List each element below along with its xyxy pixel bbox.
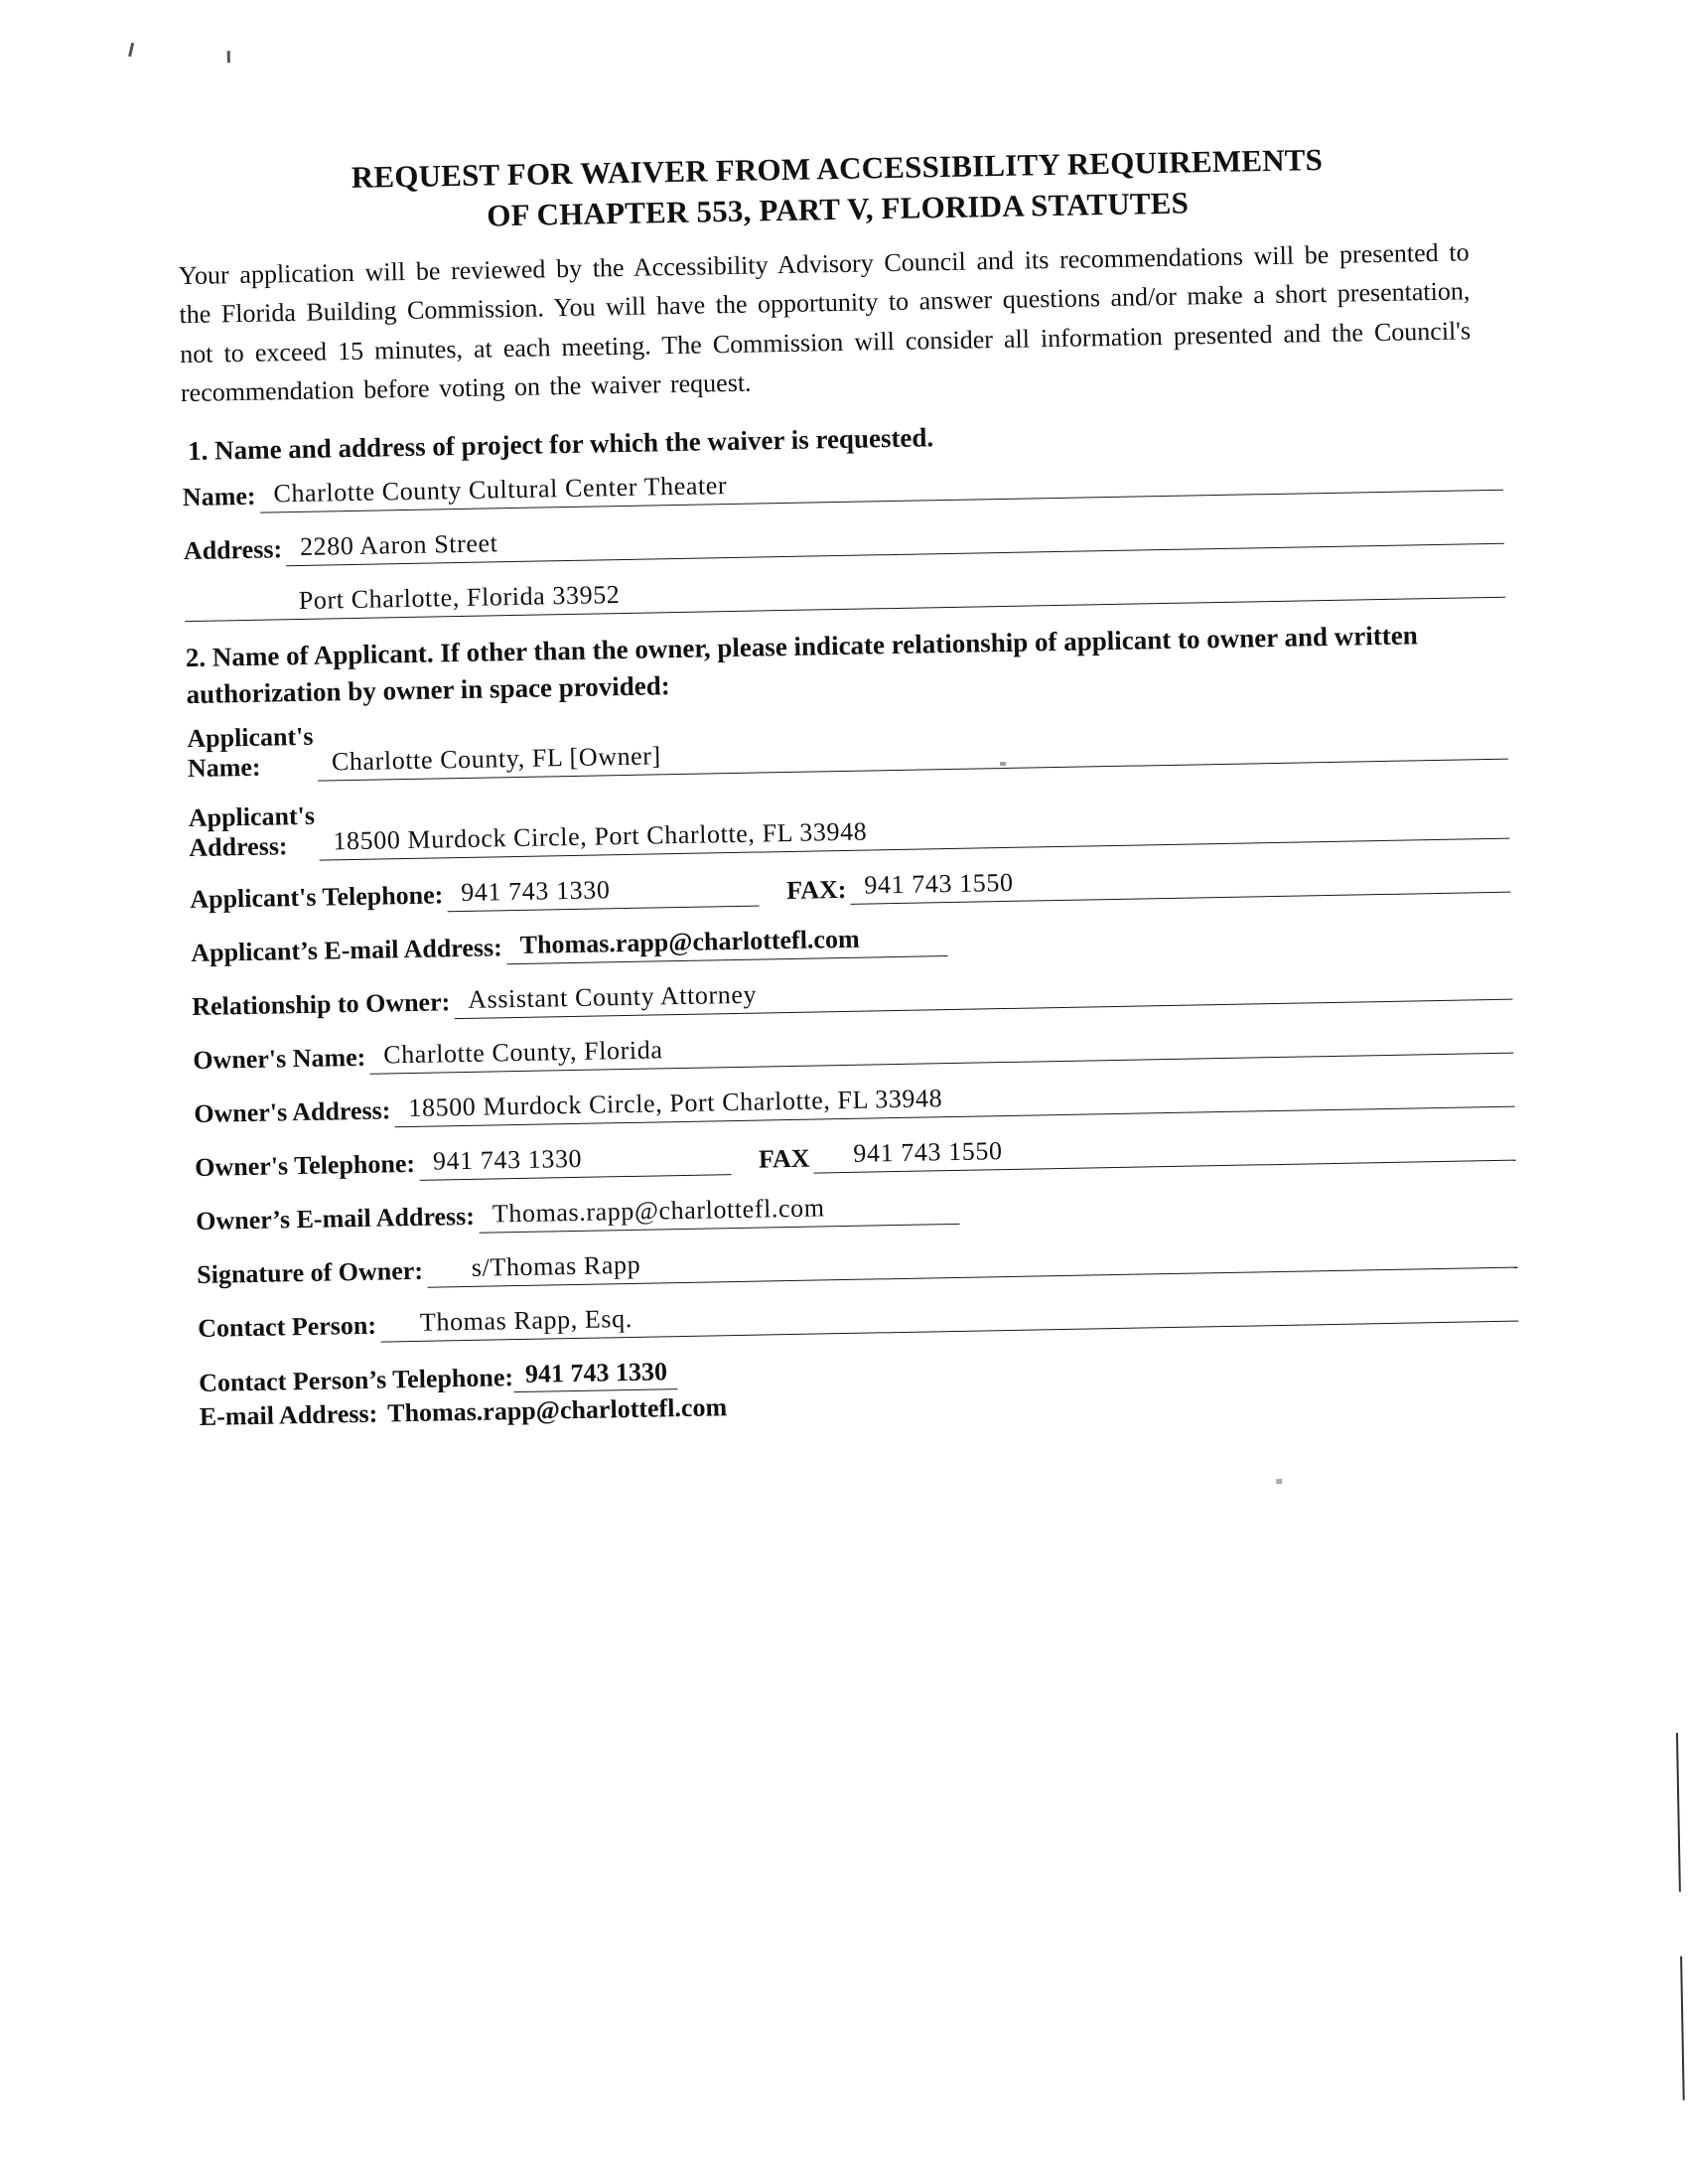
applicant-email-trailing-space [947,946,1511,955]
contact-person-field [198,1287,1518,1345]
applicant-fax-label: FAX: [786,874,847,905]
contact-person-label: Contact Person: [197,1311,377,1344]
section-2-heading: 2. Name of Applicant. If other than the owner, please indicate relationship of applicant to owner and written authorization by owner in space provided: [185,620,1418,710]
owner-email-value[interactable]: Thomas.rapp@charlottefl.com [479,1191,960,1234]
section-1-heading: 1. Name and address of project for which the waiver is requested. [187,422,934,466]
owner-email-field [196,1180,1516,1238]
project-name-label: Name: [182,481,256,512]
relationship-to-owner-value[interactable]: Assistant County Attorney [454,965,1512,1019]
owner-email-label: Owner’s E-mail Address: [196,1202,476,1237]
applicant-address-label-line2: Address: [189,831,288,862]
applicant-email-value[interactable]: Thomas.rapp@charlottefl.com [505,923,947,964]
project-address-field [184,510,1504,567]
applicant-telephone-value[interactable]: 941 743 1330 [447,872,760,912]
scan-speck [227,51,230,63]
owner-address-field [194,1073,1514,1130]
applicant-telephone-label: Applicant's Telephone: [190,880,444,915]
signature-value[interactable]: s/Thomas Rapp [427,1234,1518,1287]
applicant-fax-value[interactable]: 941 743 1550 [850,858,1510,904]
scan-edge-mark [1676,1733,1681,1892]
applicant-name-label-line2: Name: [187,752,261,784]
scan-speck [128,43,134,57]
applicant-email-field [191,912,1511,969]
owner-address-value[interactable]: 18500 Murdock Circle, Port Charlotte, FL 33948 [394,1073,1514,1127]
signature-label: Signature of Owner: [196,1256,424,1290]
owner-telephone-label: Owner's Telephone: [195,1149,416,1183]
contact-person-value[interactable]: Thomas Rapp, Esq. [380,1287,1519,1342]
contact-telephone-label: Contact Person’s Telephone: [198,1362,514,1397]
applicant-address-value[interactable]: 18500 Murdock Circle, Port Charlotte, FL 33948 [319,805,1509,861]
applicant-telephone-field [190,858,1510,916]
applicant-address-field [189,780,1510,863]
owner-name-label: Owner's Name: [193,1043,366,1076]
owner-telephone-value[interactable]: 941 743 1330 [419,1141,732,1181]
owner-fax-label: FAX [758,1143,810,1174]
applicant-name-label-line1: Applicant's [187,722,314,754]
project-address-line2-value[interactable]: Port Charlotte, Florida 33952 [185,563,1505,621]
applicant-address-label-line1: Applicant's [188,801,316,833]
owner-fax-value[interactable]: 941 743 1550 [813,1126,1515,1173]
document-content [177,137,1520,1436]
title-line-2: OF CHAPTER 553, PART V, FLORIDA STATUTES [487,185,1190,233]
contact-details-block [199,1341,1520,1431]
project-address-line2-field [185,563,1505,621]
owner-name-field [193,1019,1513,1077]
contact-email-value[interactable]: Thomas.rapp@charlottefl.com [386,1392,728,1428]
scan-speck [1276,1479,1282,1484]
project-address-label: Address: [183,534,283,566]
project-address-value[interactable]: 2280 Aaron Street [286,510,1504,565]
scan-edge-mark [1680,1957,1685,2101]
owner-email-trailing-space [959,1214,1516,1224]
applicant-email-label: Applicant’s E-mail Address: [191,933,503,968]
owner-name-value[interactable]: Charlotte County, Florida [369,1019,1513,1074]
contact-email-label: E-mail Address: [199,1398,378,1431]
applicant-name-value[interactable]: Charlotte County, FL [Owner] [318,726,1508,782]
intro-paragraph: Your application will be reviewed by the Accessibility Advisory Council and its recommendations will be presented to the Florida Building Commission. You will have the opportunity to answer questions and/or make a short presentation, not to exceed 15 minutes, at each meeting. The Commission will consider all information presented and the Council's recommendation before voting on the waiver request. [178,237,1472,408]
owner-telephone-field [195,1126,1515,1184]
page-title [281,139,1394,240]
signature-field [197,1234,1517,1291]
applicant-name-label [187,722,318,784]
applicant-name-field [187,700,1508,784]
title-line-1: REQUEST FOR WAIVER FROM ACCESSIBILITY REQUIREMENTS [351,142,1324,195]
contact-telephone-value[interactable]: 941 743 1330 [513,1357,678,1392]
relationship-to-owner-field [192,965,1512,1023]
owner-address-label: Owner's Address: [194,1095,391,1129]
applicant-address-label [189,801,320,863]
relationship-to-owner-label: Relationship to Owner: [192,987,451,1022]
project-name-value[interactable]: Charlotte County Cultural Center Theater [259,456,1503,512]
